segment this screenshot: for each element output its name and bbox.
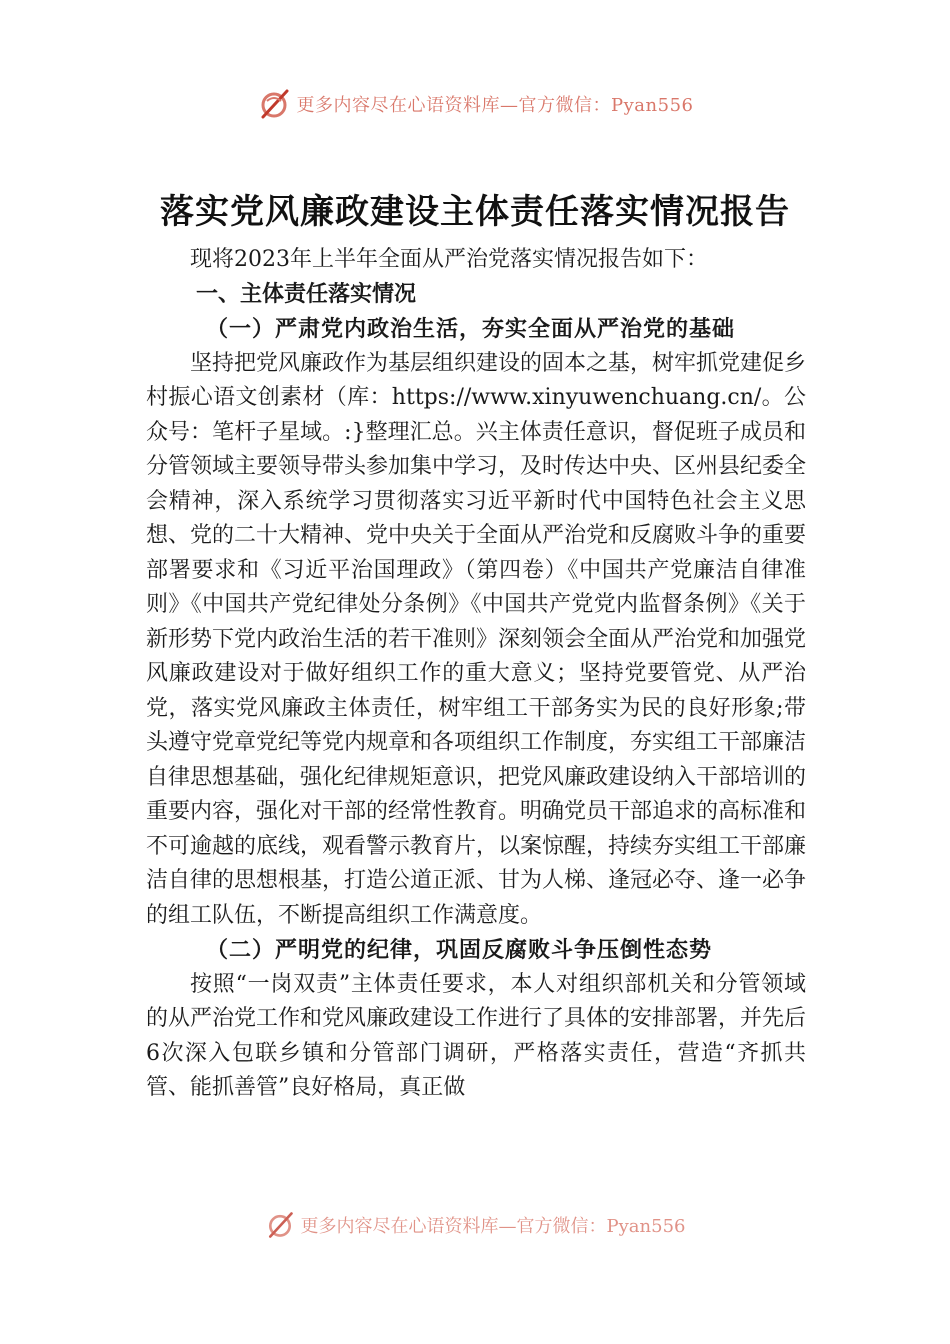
pen-seal-logo-icon bbox=[265, 1210, 295, 1240]
subsection-body-2: 按照“一岗双责”主体责任要求，本人对组织部机关和分管领域的从严治党工作和党风廉政建设工作进行了具体的安排部署，并先后6次深入包联乡镇和分管部门调研，严格落实责任，营造“齐抓共管、能抓善管”良好格局，真正做 bbox=[146, 971, 807, 1100]
section-heading: 一、主体责任落实情况 bbox=[196, 281, 417, 307]
subsection-body-1: 坚持把党风廉政作为基层组织建设的固本之基，树牢抓党建促乡村振心语文创素材（库：https://www.xinyuwenchuang.cn/。公众号：笔杆子星域。:}整理汇总。兴主体责任意识，督促班子成员和分管领域主要领导带头参加集中学习，及时传达中央、区州县纪委全会精神，深入系统学习贯彻落实习近平新时代中国特色社会主义思想、党的二十大精神、党中央关于全面从严治党和反腐败斗争的重要部署要求和《习近平治国理政》（第四卷）《中国共产党廉洁自律准则》《中国共产党纪律处分条例》《中国共产党党内监督条例》《关于新形势下党内政治生活的若干准则》深刻领会全面从严治党和加强党风廉政建设对于做好组织工作的重大意义；坚持党要管党、从严治党，落实党风廉政主体责任，树牢组工干部务实为民的良好形象;带头遵守党章党纪等党内规章和各项组织工作制度，夯实组工干部廉洁自律思想基础，强化纪律规矩意识，把党风廉政建设纳入干部培训的重要内容，强化对干部的经常性教育。明确党员干部追求的高标准和不可逾越的底线，观看警示教育片，以案惊醒，持续夯实组工干部廉洁自律的思想根基，打造公道正派、甘为人梯、逢冠必夺、逢一必争的组工队伍，不断提高组织工作满意度。 bbox=[146, 350, 807, 928]
subsection-heading-2: （二）严明党的纪律，巩固反腐败斗争压倒性态势 bbox=[206, 937, 713, 963]
document-body bbox=[146, 243, 806, 1106]
watermark-footer-text: 更多内容尽在心语资料库—官方微信：Pyan556 bbox=[300, 1216, 686, 1237]
watermark-header bbox=[0, 84, 950, 124]
watermark-footer bbox=[0, 1208, 950, 1242]
intro-paragraph: 现将2023年上半年全面从严治党落实情况报告如下： bbox=[190, 247, 708, 272]
page-title: 落实党风廉政建设主体责任落实情况报告 bbox=[160, 192, 790, 232]
pen-seal-logo-icon bbox=[257, 87, 291, 121]
subsection-heading-1: （一）严肃党内政治生活，夯实全面从严治党的基础 bbox=[206, 316, 736, 342]
watermark-text: 更多内容尽在心语资料库—官方微信：Pyan556 bbox=[296, 95, 694, 116]
